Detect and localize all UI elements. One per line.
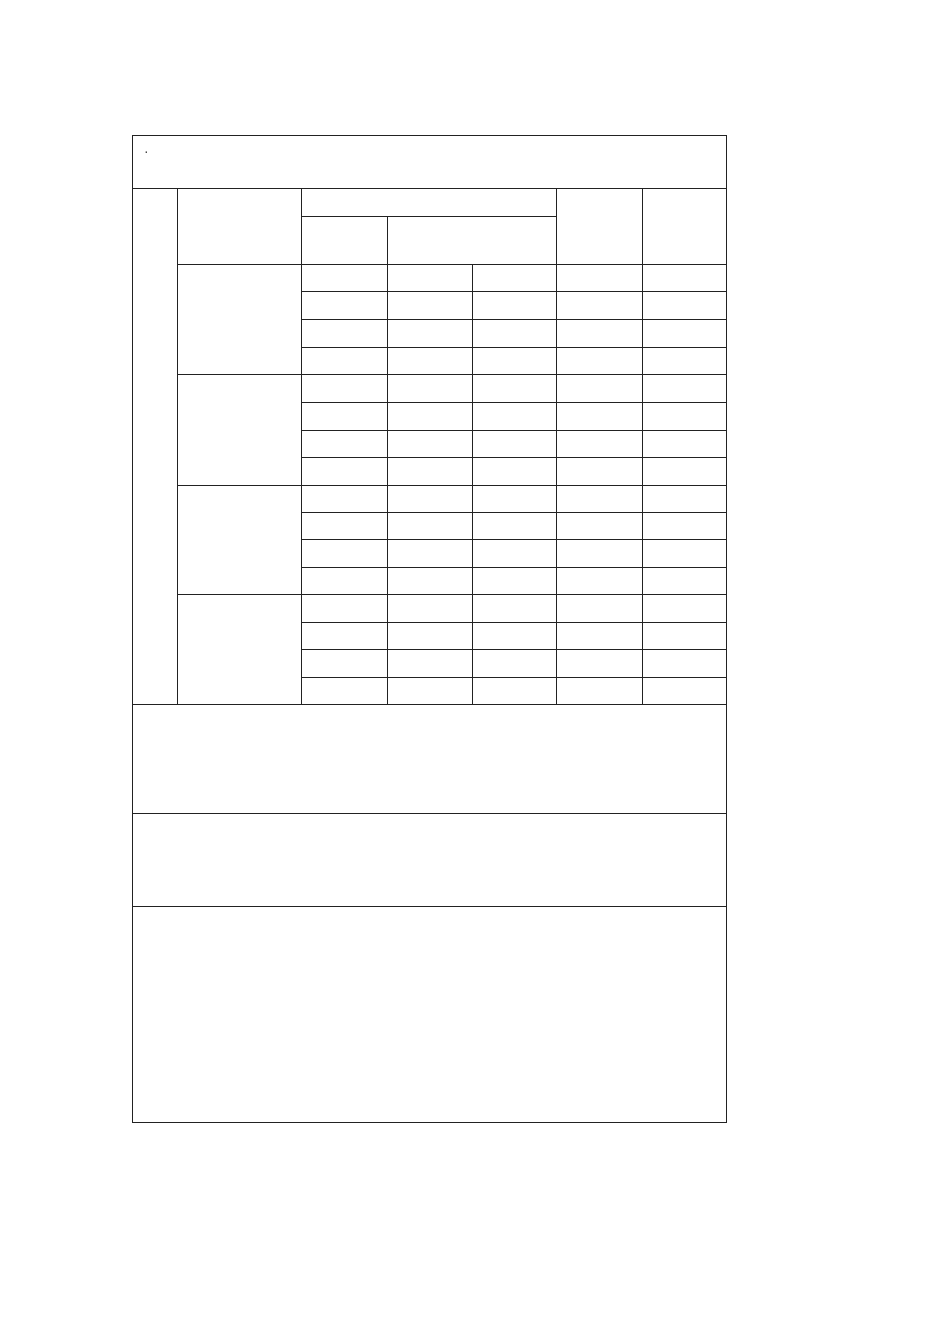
- col-divider-e: [556, 188, 557, 704]
- row-line: [301, 430, 727, 431]
- row-line: [177, 264, 727, 265]
- row-line: [301, 539, 727, 540]
- row-line: [301, 567, 727, 568]
- row-line: [301, 402, 727, 403]
- col-divider-c: [387, 216, 388, 704]
- col-divider-b: [301, 188, 302, 704]
- row-line: [177, 594, 727, 595]
- row-line: [301, 622, 727, 623]
- left-vertical-label: [140, 214, 152, 239]
- row-line: [301, 677, 727, 678]
- row-line: [301, 319, 727, 320]
- row-line: [301, 291, 727, 292]
- row-line: [177, 374, 727, 375]
- divider-subheader: [301, 216, 556, 217]
- divider-sign: [132, 906, 727, 907]
- divider-header: [132, 188, 727, 189]
- col-divider-d: [472, 264, 473, 704]
- row-line: [177, 485, 727, 486]
- row-line: [301, 512, 727, 513]
- col-divider-a: [177, 188, 178, 704]
- divider-table-end: [132, 704, 727, 705]
- row-line: [301, 457, 727, 458]
- divider-notes: [132, 813, 727, 814]
- row-line: [301, 347, 727, 348]
- row-line: [301, 649, 727, 650]
- col-divider-f: [642, 188, 643, 704]
- section-title: .: [143, 143, 154, 156]
- form-table: [132, 135, 727, 1123]
